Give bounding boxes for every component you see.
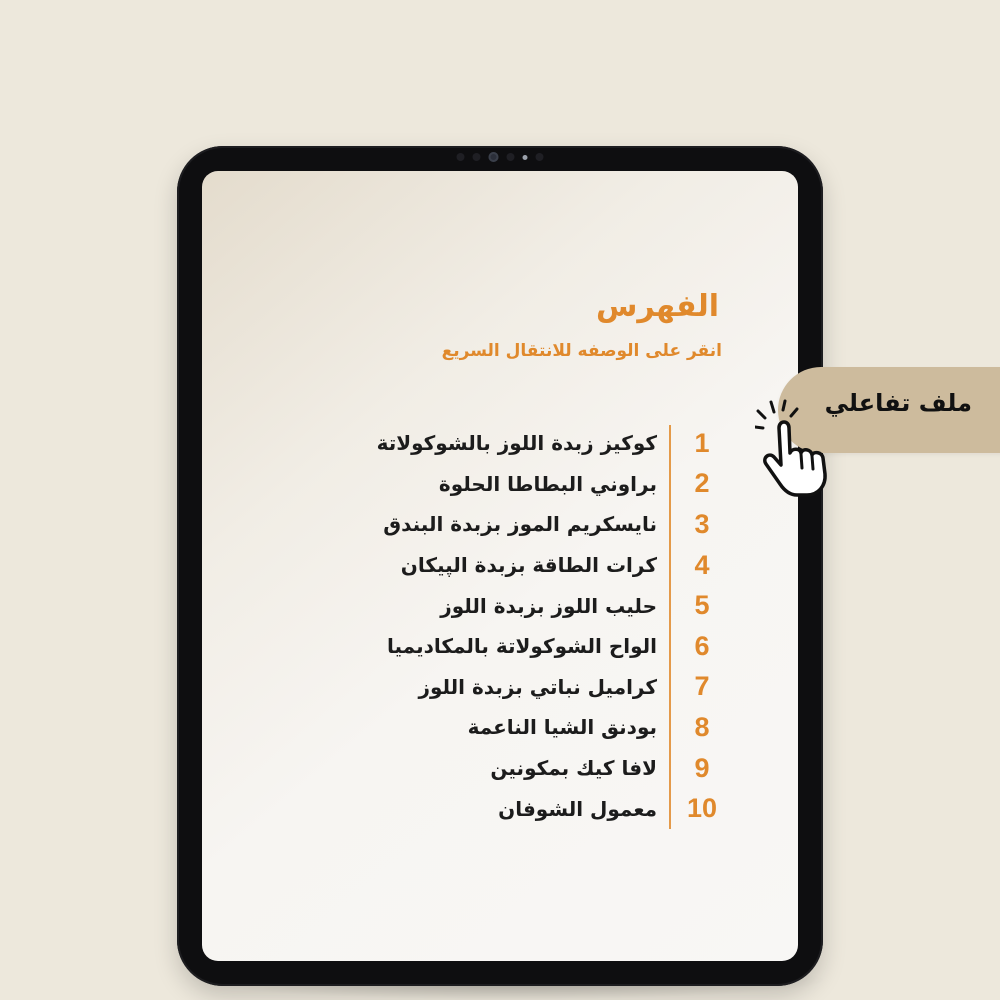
toc-item-number: 3 — [694, 508, 710, 539]
toc-item[interactable] — [352, 788, 722, 829]
toc-item-number: 6 — [694, 630, 710, 661]
sensor-dot — [507, 153, 515, 161]
toc-item-link[interactable]: الواح الشوكولاتة بالمكاديميا — [387, 634, 657, 659]
page-subtitle: انقر على الوصفه للانتقال السريع — [441, 341, 722, 361]
toc-item-link[interactable]: براوني البطاطا الحلوة — [438, 471, 657, 496]
toc-item[interactable] — [352, 707, 722, 748]
toc-item-link[interactable]: نايسكريم الموز بزبدة البندق — [383, 512, 657, 537]
toc-item-number: 10 — [686, 793, 718, 824]
indicator-light — [523, 155, 528, 160]
toc-item-number: 2 — [694, 468, 710, 499]
toc-item[interactable] — [352, 545, 722, 586]
tablet-device — [177, 146, 823, 986]
tablet-screen — [202, 171, 798, 961]
toc-item-link[interactable]: لافا كيك بمكونين — [490, 756, 657, 781]
toc-item-link[interactable]: كراميل نباتي بزبدة اللوز — [418, 674, 657, 699]
toc-item[interactable] — [352, 504, 722, 545]
toc-item-link[interactable]: معمول الشوفان — [498, 796, 657, 821]
toc-item[interactable] — [352, 748, 722, 789]
table-of-contents — [352, 423, 722, 829]
page-title: الفهرس — [595, 289, 719, 324]
toc-item-link[interactable]: كرات الطاقة بزبدة الپيكان — [400, 553, 657, 578]
toc-item-number: 5 — [694, 590, 710, 621]
pointing-hand-icon — [755, 398, 845, 498]
toc-item[interactable] — [352, 464, 722, 505]
camera-lens-icon — [489, 152, 499, 162]
toc-item[interactable] — [352, 585, 722, 626]
sensor-dot — [473, 153, 481, 161]
toc-item[interactable] — [352, 667, 722, 708]
sensor-dot — [457, 153, 465, 161]
toc-item-number: 8 — [694, 711, 710, 742]
toc-item-link[interactable]: كوكيز زبدة اللوز بالشوكولاتة — [376, 431, 657, 456]
badge-label: ملف تفاعلي — [824, 389, 972, 417]
sensor-dot — [536, 153, 544, 161]
toc-item[interactable] — [352, 626, 722, 667]
toc-item-number: 9 — [694, 752, 710, 783]
toc-item-link[interactable]: بودنق الشيا الناعمة — [467, 715, 657, 740]
toc-item[interactable] — [352, 423, 722, 464]
toc-item-number: 7 — [694, 671, 710, 702]
toc-item-number: 4 — [694, 549, 710, 580]
camera-bar — [457, 152, 544, 162]
toc-item-link[interactable]: حليب اللوز بزبدة اللوز — [440, 593, 657, 618]
toc-item-number: 1 — [694, 427, 710, 458]
